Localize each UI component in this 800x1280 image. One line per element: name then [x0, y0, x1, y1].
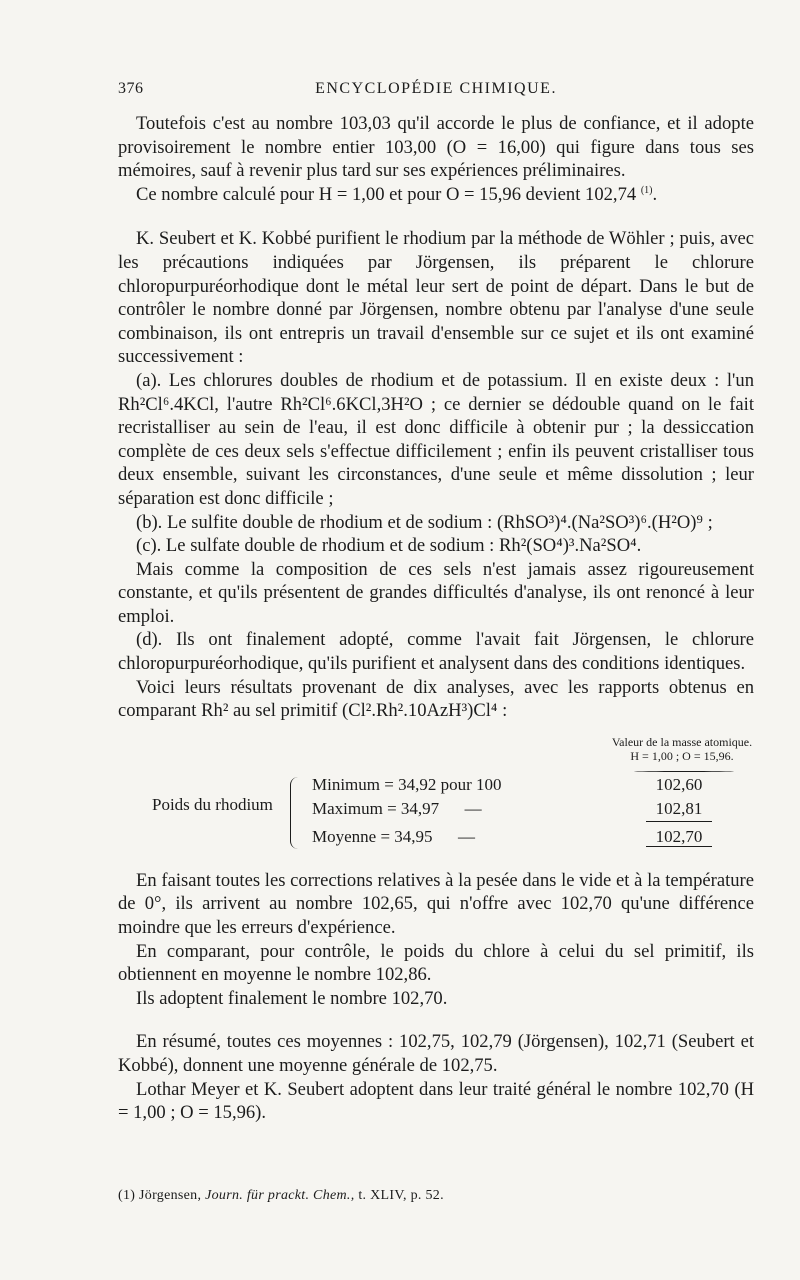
- body-text: [118, 112, 754, 1125]
- table-cell: 102,70: [655, 826, 703, 846]
- table-header-line: H = 1,00 ; O = 15,96.: [630, 748, 734, 763]
- paragraph: Voici leurs résultats provenant de dix analyses, avec les rapports obtenus en comparant Rh² au sel primitif (Cl².Rh².10AzH³)Cl⁴ :: [118, 676, 754, 722]
- paragraph: (a). Les chlorures doubles de rhodium et de potassium. Il en existe deux : l'un Rh²Cl⁶.4KCl, l'autre Rh²Cl⁶.6KCl,3H²O ; ce dernier se dédouble quand on le fait recristalliser au sein de l'eau, il est donc difficile à obtenir pur ; la dessiccation complète de ces deux sels s'effectue difficilement ; enfin ils peuvent cristalliser tous deux ensemble, suivant les circonstances, d'une seule et même dissolution ; leur séparation est donc difficile ;: [118, 369, 754, 509]
- results-table: [118, 735, 754, 853]
- row-value: = 34,92 pour 100: [384, 774, 502, 794]
- brace: [290, 777, 299, 849]
- paragraph: Mais comme la composition de ces sels n'est jamais assez rigoureusement constante, et qu'ils présentent de grandes difficultés d'analyse, ils ont renoncé à leur emploi.: [118, 558, 754, 627]
- paragraph: En comparant, pour contrôle, le poids du chlore à celui du sel primitif, ils obtiennent en moyenne le nombre 102,86.: [118, 940, 754, 986]
- paragraph: Toutefois c'est au nombre 103,03 qu'il accorde le plus de confiance, et il adopte provisoirement le nombre entier 103,00 (O = 16,00) qui figure dans tous ses mémoires, sauf à revenir plus tard sur ses expériences préliminaires.: [118, 113, 754, 182]
- table-column-header: [602, 735, 762, 763]
- header-rule: [634, 771, 734, 772]
- running-title: ENCYCLOPÉDIE CHIMIQUE.: [315, 80, 557, 97]
- table-row: [312, 825, 475, 849]
- paragraph: K. Seubert et K. Kobbé purifient le rhodium par la méthode de Wöhler ; puis, avec les précautions indiquées par Jörgensen, ils préparent le chlorure chloropurpuréorhodique dont le métal leur sert de point de départ. Dans le but de contrôler le nombre donné par Jörgensen, nombre obtenu par l'analyse d'une seule combinaison, ils ont entrepris un travail d'ensemble sur ce sujet et ils ont examiné successivement :: [118, 228, 754, 368]
- paragraph: En faisant toutes les corrections relatives à la pesée dans le vide et à la température de 0°, ils arrivent au nombre 102,65, qui n'offre avec 102,70 qu'une différence moindre que les erreurs d'expérience.: [118, 869, 754, 939]
- footnote: [118, 1188, 444, 1204]
- row-value: = 34,95 —: [380, 826, 476, 846]
- row-name: Maximum: [312, 798, 383, 818]
- row-name: Moyenne: [312, 826, 377, 846]
- footnote-volume: t. XLIV, p. 52.: [358, 1188, 444, 1203]
- paragraph: (b). Le sulfite double de rhodium et de sodium : (RhSO³)⁴.(Na²SO³)⁶.(H²O)⁹ ;: [136, 511, 713, 533]
- table-row-label: Poids du rhodium: [152, 794, 273, 814]
- paragraph: (c). Le sulfate double de rhodium et de sodium : Rh²(SO⁴)³.Na²SO⁴.: [136, 535, 642, 557]
- paragraph: Ce nombre calculé pour H = 1,00 et pour O = 15,96 devient 102,74 $^{(1)}$.: [136, 183, 658, 205]
- row-value: = 34,97 —: [387, 798, 482, 818]
- footnote-author: Jörgensen,: [139, 1188, 202, 1203]
- table-cell: 102,60: [655, 774, 703, 794]
- footnote-ref: (1): [640, 184, 653, 196]
- footnote-marker: (1): [118, 1188, 136, 1203]
- paragraph: (d). Ils ont finalement adopté, comme l'avait fait Jörgensen, le chlorure chloropurpuréorhodique, qu'ils purifient et analysent dans des conditions identiques.: [118, 629, 754, 675]
- table-header-line: Valeur de la masse atomique.: [611, 734, 753, 749]
- paragraph: Lothar Meyer et K. Seubert adoptent dans leur traité général le nombre 102,70 (H = 1,00 ; O = 15,96).: [118, 1078, 754, 1124]
- row-name: Minimum: [312, 774, 381, 794]
- table-row: [312, 773, 502, 797]
- page-header: [118, 80, 754, 104]
- paragraph: En résumé, toutes ces moyennes : 102,75, 102,79 (Jörgensen), 102,71 (Seubert et Kobbé), donnent une moyenne générale de 102,75.: [118, 1031, 754, 1076]
- table-row: [312, 797, 482, 821]
- paragraph: Ils adoptent finalement le nombre 102,70.: [136, 987, 448, 1009]
- underline-rule: [646, 846, 712, 847]
- paragraph-text: Ce nombre calculé pour H = 1,00 et pour O = 15,96 devient 102,74: [136, 183, 637, 205]
- underline-rule: [646, 821, 712, 822]
- footnote-journal: Journ. für prackt. Chem.,: [205, 1188, 355, 1203]
- table-cell: 102,81: [655, 798, 703, 818]
- page-number: 376: [118, 80, 144, 97]
